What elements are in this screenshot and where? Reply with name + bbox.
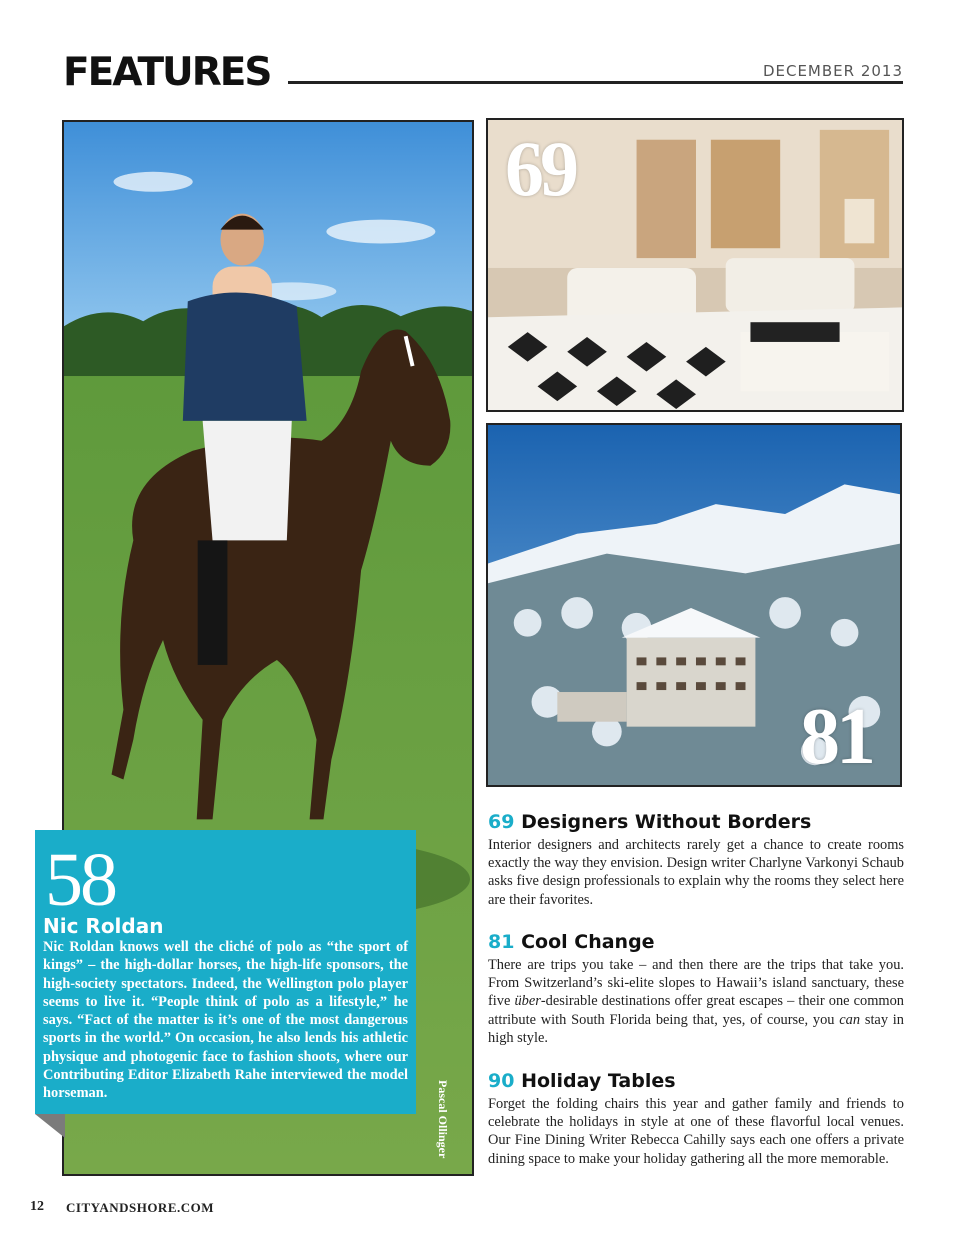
article-designers-without-borders <box>488 810 904 909</box>
summary-text: -desirable destinations offer great escapes – their one common attribute with South Florida being that, yes, of course, you <box>488 993 904 1028</box>
article-heading[interactable] <box>488 930 904 954</box>
summary-emphasis: über <box>514 993 541 1010</box>
article-cool-change <box>488 930 904 1047</box>
nic-roldan-callout <box>35 830 416 1114</box>
article-title: Designers Without Borders <box>521 811 812 833</box>
callout-fold <box>35 1114 65 1138</box>
room-feature-number: 69 <box>505 125 575 212</box>
summary-text: There are trips you take – and then there are the trips that take you. From Switzerland’s ski-elite slopes to Hawaii’s island sanctuary, these five <box>488 957 904 1010</box>
article-summary: Interior designers and architects rarely get a chance to create rooms exactly the way they envision. Design writer Charlyne Varkonyi Schaub asks five design professionals to explain why the rooms they select here are their favorites. <box>488 837 904 908</box>
article-heading[interactable] <box>488 810 904 834</box>
article-title: Holiday Tables <box>521 1070 676 1092</box>
callout-headline: Nic Roldan <box>43 914 164 938</box>
article-heading[interactable] <box>488 1069 904 1093</box>
article-holiday-tables <box>488 1069 904 1168</box>
article-page-number: 90 <box>488 1070 515 1092</box>
ski-feature-number: 81 <box>800 693 872 781</box>
callout-body: Nic Roldan knows well the cliché of polo as “the sport of kings” – the high-dollar horses, the high-life sponsors, the high-society spectators. Indeed, the Wellington polo player seems to live it. “People think of polo as a lifestyle,” he says. “Fact of the matter is it’s one of the most dangerous sports in the world.” On occasion, he also lends his athletic physique and photogenic face to fashion shoots, where our Contributing Editor Elizabeth Rahe interviewed the model horseman. <box>43 939 408 1102</box>
summary-emphasis: can <box>839 1011 861 1028</box>
site-url[interactable]: CITYANDSHORE.COM <box>66 1200 215 1215</box>
summary-text: stay in high style. <box>488 1011 905 1046</box>
header-rule <box>288 81 903 84</box>
article-summary: Forget the folding chairs this year and gather family and friends to celebrate the holidays in style at one of these flavorful local venues. Our Fine Dining Writer Rebecca Cahilly says each one offers a private dining space to make your holiday gathering all the more memorable. <box>488 1096 904 1167</box>
issue-date: DECEMBER 2013 <box>762 62 903 80</box>
photo-credit: Pascal Ollinger <box>436 1080 450 1159</box>
article-page-number: 69 <box>488 811 515 833</box>
section-title: FEATURES <box>63 50 271 95</box>
article-summary <box>488 956 904 1047</box>
article-page-number: 81 <box>488 931 515 953</box>
folio-page-number: 12 <box>30 1199 44 1214</box>
article-title: Cool Change <box>521 931 655 953</box>
callout-page-number: 58 <box>45 838 115 922</box>
